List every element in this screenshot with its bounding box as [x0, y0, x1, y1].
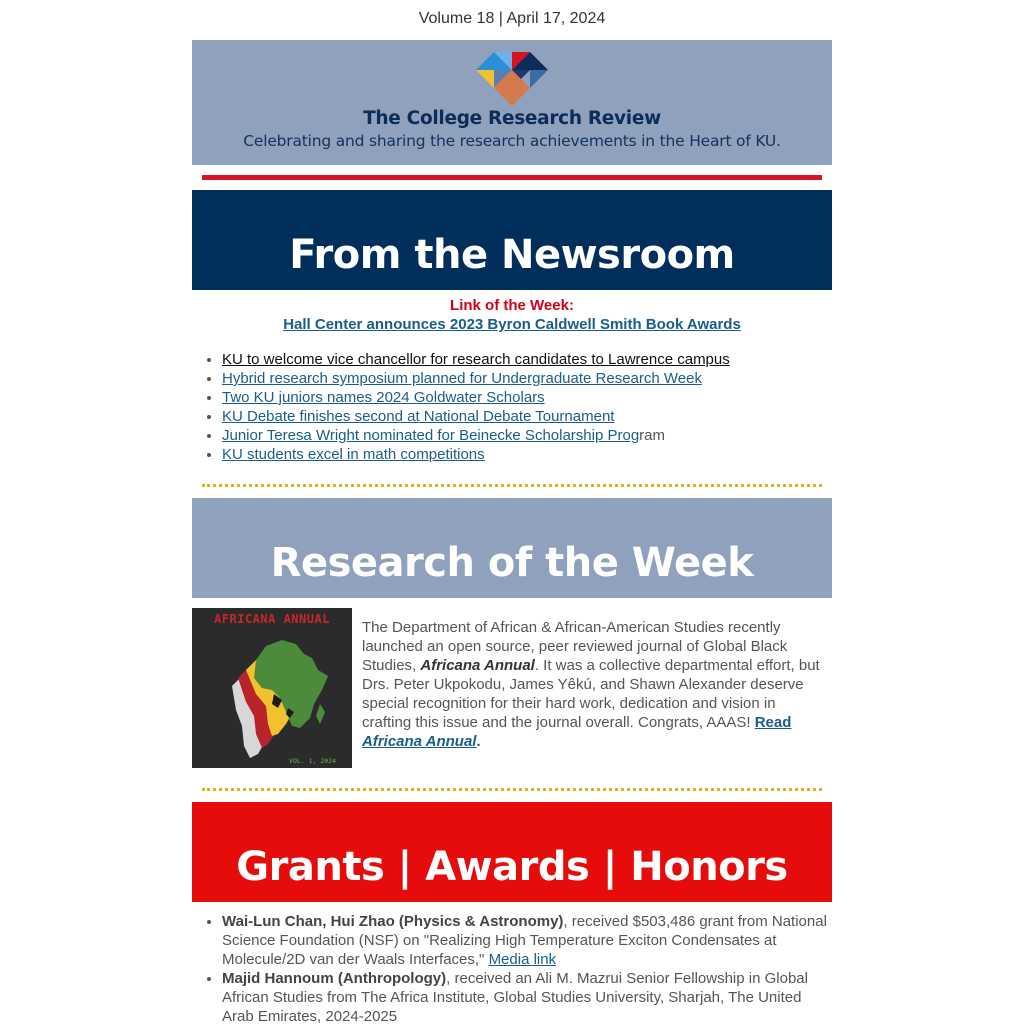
newsroom-banner [192, 190, 832, 290]
news-item [222, 407, 832, 426]
masthead-title: The College Research Review [363, 108, 661, 129]
media-link[interactable]: Media link [488, 951, 557, 968]
research-banner [192, 498, 832, 598]
newsletter [192, 0, 832, 1026]
news-item [222, 350, 832, 369]
research-text [362, 618, 827, 768]
link-of-week [192, 296, 832, 334]
research-text-part: The Department of African & African-American Studies recently launched an open source, peer reviewed journal of Global Black Studies, [362, 619, 788, 674]
news-item [222, 369, 832, 388]
grants-list [192, 912, 832, 1026]
africa-map-icon [192, 608, 352, 768]
masthead-subtitle: Celebrating and sharing the research achievements in the Heart of KU. [243, 132, 781, 150]
africana-annual-cover[interactable] [192, 608, 352, 768]
grant-item [222, 969, 832, 1026]
red-divider [202, 175, 822, 180]
news-item [222, 426, 832, 445]
grant-text: , received an Ali M. Mazrui Senior Fellowship in Global African Studies from The Africa Institute, Global Studies University, Sharjah, The United Arab Emirates, 2024-2025 [222, 970, 808, 1025]
research-heading: Research of the Week [270, 540, 754, 586]
news-link-suffix: ram [639, 427, 666, 444]
link-of-week-label: Link of the Week: [450, 297, 574, 314]
news-list [192, 350, 832, 464]
news-link[interactable]: KU to welcome vice chancellor for research candidates to Lawrence campus [222, 351, 730, 368]
cover-title: AFRICANA ANNUAL [214, 612, 330, 626]
news-item [222, 388, 832, 407]
read-link-prefix: Read [754, 714, 792, 731]
newsroom-heading: From the Newsroom [289, 232, 735, 278]
news-item [222, 445, 832, 464]
research-text-part: . It was a collective departmental effort, but Drs. Peter Ukpokodu, James Yêkú, and Shawn Alexander deserve special recognition for their hard work, dedication and vision in crafting this issue and the journal overall. Congrats, AAAS! [362, 657, 820, 731]
news-link[interactable]: KU students excel in math competitions [222, 446, 485, 463]
news-link[interactable]: KU Debate finishes second at National Debate Tournament [222, 408, 615, 425]
tangram-diamond-logo-icon [474, 46, 550, 110]
journal-name: Africana Annual [420, 657, 535, 674]
read-link-suffix: . [476, 733, 481, 750]
news-link[interactable]: Hybrid research symposium planned for Undergraduate Research Week [222, 370, 702, 387]
read-link-journal: Africana Annual [362, 733, 477, 750]
volume-date: Volume 18 | April 17, 2024 [418, 10, 606, 27]
grants-heading: Grants | Awards | Honors [236, 844, 788, 890]
grant-names: Wai-Lun Chan, Hui Zhao (Physics & Astronomy) [222, 913, 564, 930]
grant-text: , received $503,486 grant from National Science Foundation (NSF) on "Realizing High Temperature Exciton Condensates at Molecule/2D van der Waals Interfaces," [222, 913, 827, 968]
grant-names: Majid Hannoum (Anthropology) [222, 970, 447, 987]
news-link[interactable]: Two KU juniors names 2024 Goldwater Scholars [222, 389, 545, 406]
grant-item [222, 912, 832, 969]
cover-volume: VOL. 1, 2024 [289, 757, 336, 765]
research-feature [192, 608, 832, 768]
dotted-divider [202, 788, 822, 791]
link-of-week-link[interactable]: Hall Center announces 2023 Byron Caldwell Smith Book Awards [283, 316, 741, 333]
dotted-divider [202, 484, 822, 487]
grants-banner [192, 802, 832, 902]
news-link[interactable]: Junior Teresa Wright nominated for Beinecke Scholarship Prog [222, 427, 640, 444]
masthead [192, 40, 832, 165]
